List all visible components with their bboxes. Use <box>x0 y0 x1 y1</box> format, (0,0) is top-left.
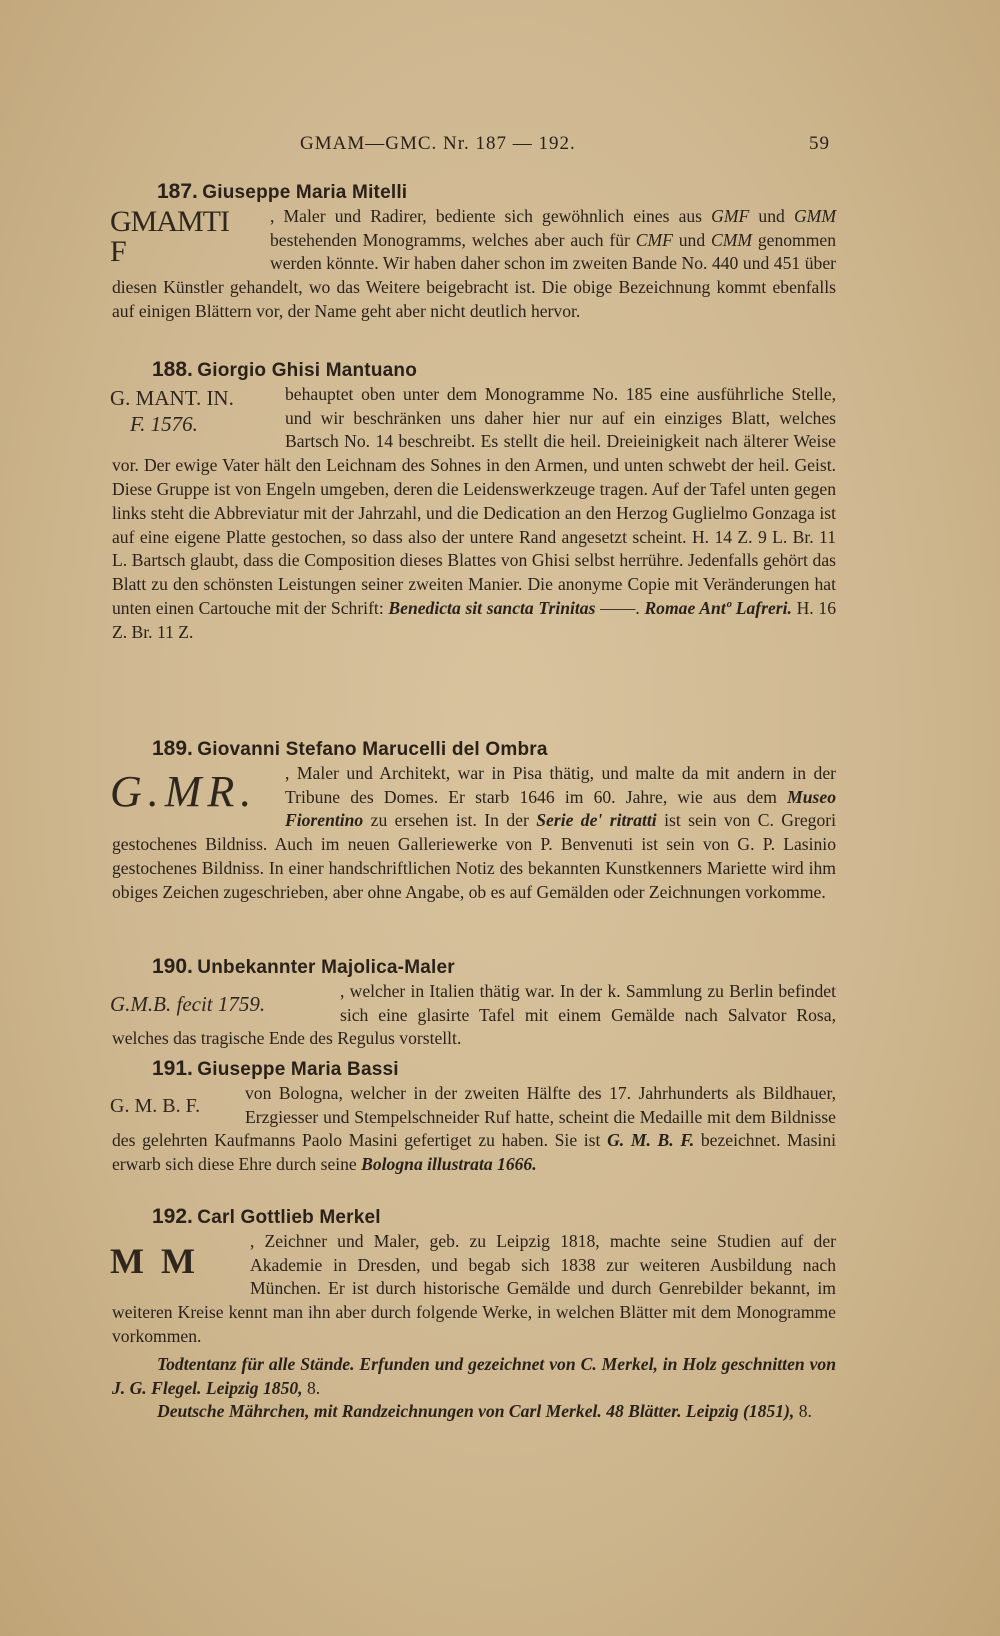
artist-name: Giovanni Stefano Marucelli del Ombra <box>197 739 548 760</box>
monogram: G. M. B. F. <box>110 1094 201 1117</box>
entry-text: , Maler und Architekt, war in Pisa thätig, und malte da mit andern in der Tribune des Domes. Er starb 1646 im 60. Jahre, wie aus dem Museo Fiorentino zu ersehen ist. In der Serie de' ritratti ist sein von C. Gregori gestochenes Bildniss. Auch im neuen Galleriewerke von P. Benvenuti ist sein von G. P. Lasinio gestochenes Bildniss. In einer handschriftlichen Notiz des bekannten Kunstkenners Mariette wird ihm obiges Zeichen zugeschrieben, aber ohne Angabe, ob es auf Gemälden oder Zeichnungen vorkomme. <box>112 762 836 902</box>
entry-187 <box>112 180 836 324</box>
artist-name: Giuseppe Maria Bassi <box>197 1059 399 1080</box>
entry-189 <box>112 737 836 905</box>
work-item: Todtentanz für alle Stände. Erfunden und gezeichnet von C. Merkel, in Holz geschnitten von J. G. Flegel. Leipzig 1850, 8. <box>112 1353 836 1398</box>
entry-number: 192. <box>152 1205 193 1228</box>
monogram: G.MR. <box>110 766 258 816</box>
entry-192 <box>112 1205 836 1424</box>
page-number: 59 <box>809 133 830 154</box>
entry-text: , welcher in Italien thätig war. In der k. Sammlung zu Berlin befindet sich eine glasirte Tafel mit einem Gemälde nach Salvator Rosa, welches das tragische Ende des Regulus vorstellt. <box>112 980 836 1049</box>
entry-number: 190. <box>152 955 193 978</box>
monogram: GMAMTI F <box>110 204 229 268</box>
artist-name: Giorgio Ghisi Mantuano <box>197 360 418 381</box>
artist-name: Giuseppe Maria Mitelli <box>202 182 408 203</box>
works-list <box>112 1353 836 1424</box>
entry-text: von Bologna, welcher in der zweiten Hälfte des 17. Jahrhunderts als Bildhauer, Erzgiesser und Stempelschneider Ruf hatte, scheint die Medaille mit dem Bildnisse des gelehrten Kaufmanns Paolo Masini gefertiget zu haben. Sie ist G. M. B. F. bezeichnet. Masini erwarb sich diese Ehre durch seine Bologna illustrata 1666. <box>112 1082 837 1175</box>
entry-number: 188. <box>152 358 193 381</box>
entry-188 <box>112 358 836 645</box>
running-title: GMAM—GMC. Nr. 187 — 192. <box>300 133 576 154</box>
entry-text: , Maler und Radirer, bediente sich gewöhnlich eines aus GMF und GMM bestehenden Monogramms, welches aber auch für CMF und CMM genommen werden könnte. Wir haben daher schon im zweiten Bande No. 440 und 451 über diesen Künstler gehandelt, wo das Weitere beigebracht ist. Die obige Bezeichnung kommt ebenfalls auf einigen Blättern vor, der Name geht aber nicht deutlich hervor. <box>112 205 837 321</box>
work-item: Deutsche Mährchen, mit Randzeichnungen von Carl Merkel. 48 Blätter. Leipzig (1851), 8. <box>157 1401 812 1422</box>
artist-name: Unbekannter Majolica-Maler <box>197 957 455 978</box>
entry-text: behauptet oben unter dem Monogramme No. 185 eine ausführliche Stelle, und wir beschränken uns daher hier nur auf ein einziges Blatt, welches Bartsch No. 14 beschreibt. Es stellt die heil. Dreieinigkeit nach älterer Weise vor. Der ewige Vater hält den Leichnam des Sohnes in den Armen, und unten schwebt der heil. Geist. Diese Gruppe ist von Engeln umgeben, deren die Leidenswerkzeuge tragen. Auf der Tafel unten gegen links steht die Abbreviatur mit der Jahrzahl, und die Dedication an den Herzog Guglielmo Gonzaga ist auf eine eigene Platte gestochen, so dass also der untere Rand angesetzt scheint. H. 14 Z. 9 L. Br. 11 L. Bartsch glaubt, dass die Composition dieses Blattes von Ghisi selbst herrühre. Jedenfalls gehört das Blatt zu den schönsten Leistungen seiner zweiten Manier. Die anonyme Copie mit Veränderungen hat unten einen Cartouche mit der Schrift: Benedicta sit sancta Trinitas ——. Romae Antº Lafreri. H. 16 Z. Br. 11 Z. <box>112 383 836 642</box>
artist-name: Carl Gottlieb Merkel <box>197 1207 381 1228</box>
monogram: G. MANT. IN. F. 1576. <box>110 385 234 436</box>
monogram: M M <box>110 1240 199 1281</box>
entry-number: 189. <box>152 737 193 760</box>
entry-number: 191. <box>152 1057 193 1080</box>
entry-number: 187. <box>157 180 198 203</box>
entry-191 <box>112 1057 836 1177</box>
monogram: G.M.B. fecit 1759. <box>110 991 266 1016</box>
entry-text: , Zeichner und Maler, geb. zu Leipzig 1818, machte seine Studien auf der Akademie in Dresden, und begab sich 1838 zur weiteren Ausbildung nach München. Er ist durch historische Gemälde und durch Genrebilder bekannt, im weiteren Kreise kennt man ihn aber durch folgende Werke, in welchen Blätter mit dem Monogramme vorkommen. <box>112 1230 836 1346</box>
entry-190 <box>112 955 836 1051</box>
